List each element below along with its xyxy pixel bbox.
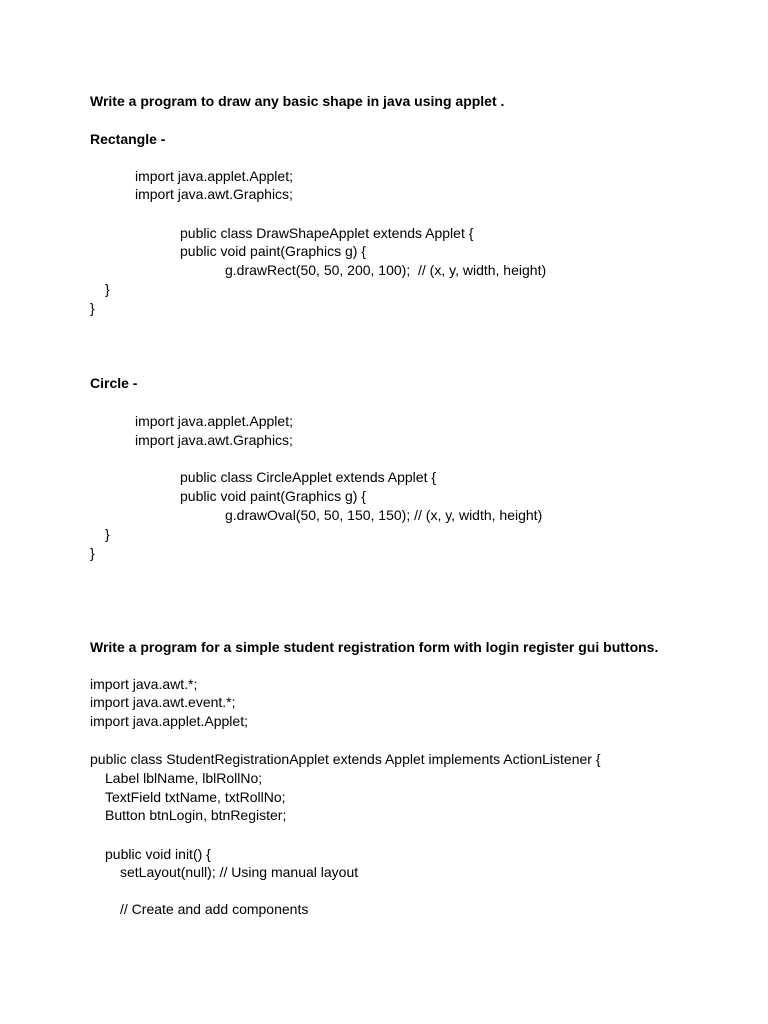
code-line: import java.awt.Graphics; xyxy=(135,432,293,448)
code-line: Button btnLogin, btnRegister; xyxy=(105,807,287,823)
code-line: } xyxy=(105,281,110,297)
code-line: // Create and add components xyxy=(120,901,309,917)
code-line: } xyxy=(105,526,110,542)
code-line: import java.applet.Applet; xyxy=(90,713,248,729)
code-line: g.drawRect(50, 50, 200, 100); // (x, y, width, height) xyxy=(225,262,547,278)
code-line: setLayout(null); // Using manual layout xyxy=(120,864,359,880)
code-line: import java.awt.*; xyxy=(90,676,198,692)
code-line: import java.awt.event.*; xyxy=(90,694,236,710)
code-line: public class CircleApplet extends Applet { xyxy=(180,469,437,485)
code-line: TextField txtName, txtRollNo; xyxy=(105,789,286,805)
code-line: Label lblName, lblRollNo; xyxy=(105,770,263,786)
rectangle-heading: Rectangle - xyxy=(90,131,166,147)
code-line: import java.awt.Graphics; xyxy=(135,186,293,202)
question-1-heading: Write a program to draw any basic shape in java using applet . xyxy=(90,93,505,109)
code-line: public void init() { xyxy=(105,846,211,862)
code-line: import java.applet.Applet; xyxy=(135,413,293,429)
code-line: public class StudentRegistrationApplet extends Applet implements ActionListener { xyxy=(90,751,601,767)
code-line: public void paint(Graphics g) { xyxy=(180,243,366,259)
code-line: public class DrawShapeApplet extends Applet { xyxy=(180,225,474,241)
code-line: public void paint(Graphics g) { xyxy=(180,488,366,504)
circle-heading: Circle - xyxy=(90,375,138,391)
question-2-heading: Write a program for a simple student registration form with login register gui buttons. xyxy=(90,639,659,655)
code-line: import java.applet.Applet; xyxy=(135,168,293,184)
code-line: } xyxy=(90,545,95,561)
code-line: } xyxy=(90,300,95,316)
code-line: g.drawOval(50, 50, 150, 150); // (x, y, width, height) xyxy=(225,507,543,523)
